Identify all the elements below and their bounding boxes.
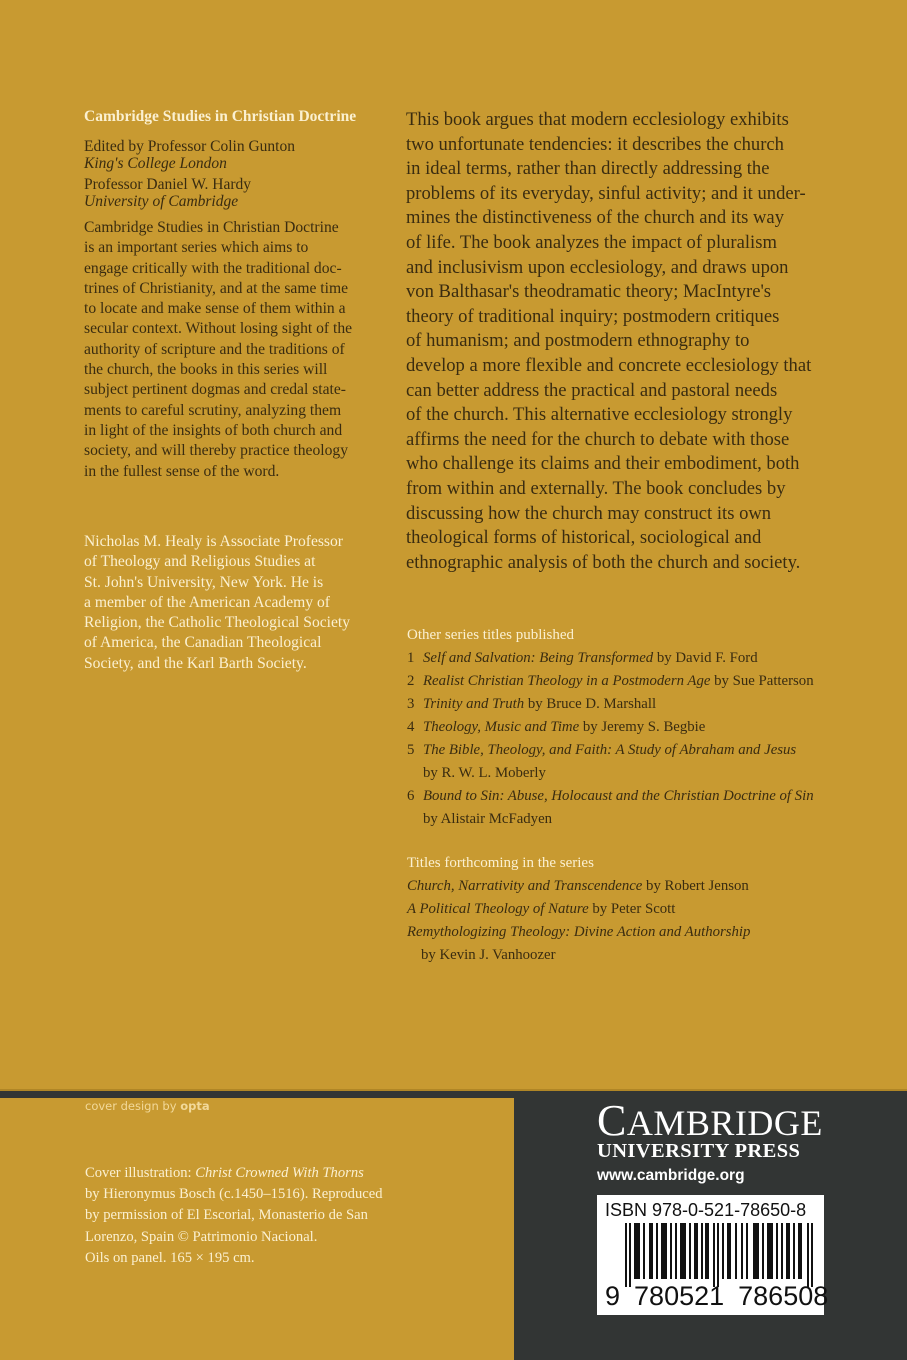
publisher-subtitle: UNIVERSITY PRESS	[597, 1140, 801, 1162]
item-number: 2	[407, 673, 415, 689]
author-bio-line: Society, and the Karl Barth Society.	[84, 654, 307, 672]
illustration-line: by Hieronymus Bosch (c.1450–1516). Reproduced	[85, 1186, 383, 1203]
blurb-line: theory of traditional inquiry; postmodern critiques	[406, 305, 780, 327]
item-number: 3	[407, 696, 415, 712]
item-title: Church, Narrativity and Transcendence	[407, 878, 643, 894]
item-author: by Bruce D. Marshall	[524, 696, 657, 712]
blurb-line: mines the distinctiveness of the church and its way	[406, 207, 784, 229]
book-blurb	[406, 108, 846, 575]
series-desc-line: to locate and make sense of them within a	[84, 300, 346, 318]
item-author: by David F. Ford	[653, 650, 758, 666]
credit-designer: opta	[180, 1099, 210, 1113]
item-author: by Jeremy S. Begbie	[579, 719, 706, 735]
cover-design-credit	[85, 1099, 210, 1113]
blurb-line: who challenge its claims and their embodiment, both	[406, 453, 800, 475]
series-desc-line: subject pertinent dogmas and credal state-	[84, 381, 346, 399]
blurb-line: of the church. This alternative ecclesiology strongly	[406, 404, 793, 426]
barcode-icon	[625, 1223, 815, 1287]
editor-1-name: Edited by Professor Colin Gunton	[84, 138, 295, 155]
series-desc-line: engage critically with the traditional doc-	[84, 259, 342, 277]
series-desc-line: Cambridge Studies in Christian Doctrine	[84, 219, 339, 236]
illustration-line: Oils on panel. 165 × 195 cm.	[85, 1249, 255, 1266]
series-desc-line: authority of scripture and the traditions of	[84, 340, 345, 358]
blurb-line: theological forms of historical, sociological and	[406, 527, 762, 549]
series-info	[84, 108, 384, 482]
list-item	[407, 670, 847, 693]
item-number: 1	[407, 650, 415, 666]
author-bio-line: St. John's University, New York. He is	[84, 573, 324, 591]
isbn-barcode	[597, 1195, 829, 1315]
ean-group-1: 780521	[634, 1281, 725, 1311]
blurb-line: von Balthasar's theodramatic theory; MacIntyre's	[406, 281, 772, 303]
item-author: by Kevin J. Vanhoozer	[421, 947, 556, 963]
series-title: Cambridge Studies in Christian Doctrine	[84, 108, 357, 125]
blurb-line: affirms the need for the church to debate with those	[406, 428, 790, 450]
publisher-name-rest: AMBRIDGE	[626, 1103, 823, 1143]
blurb-line: and inclusivism upon ecclesiology, and draws upon	[406, 256, 789, 278]
item-title: Self and Salvation: Being Transformed	[423, 650, 654, 666]
forthcoming-heading: Titles forthcoming in the series	[407, 855, 594, 871]
item-title: Trinity and Truth	[423, 696, 525, 712]
ean-digits	[605, 1281, 828, 1311]
author-bio-line: a member of the American Academy of	[84, 593, 330, 611]
series-desc-line: secular context. Without losing sight of the	[84, 320, 353, 338]
ean-first-digit: 9	[605, 1281, 621, 1311]
illustration-label: Cover illustration:	[85, 1165, 196, 1181]
series-editors	[84, 138, 384, 210]
series-description	[84, 218, 384, 482]
series-desc-line: is an important series which aims to	[84, 239, 309, 257]
blurb-line: problems of its everyday, sinful activity; and it under-	[406, 182, 806, 204]
item-title: Theology, Music and Time	[423, 719, 580, 735]
blurb-line: from within and externally. The book concludes by	[406, 477, 786, 499]
list-item	[407, 785, 847, 831]
series-desc-line: the church, the books in this series will	[84, 361, 328, 379]
author-bio-line: of America, the Canadian Theological	[84, 634, 322, 652]
item-number: 5	[407, 742, 415, 758]
blurb-line: two unfortunate tendencies: it describes the church	[406, 133, 784, 155]
publisher-url: www.cambridge.org	[597, 1167, 745, 1184]
item-title: Remythologizing Theology: Divine Action and Authorship	[407, 924, 751, 940]
illustration-line: Lorenzo, Spain © Patrimonio Nacional.	[85, 1228, 318, 1245]
author-bio	[84, 532, 384, 674]
item-author: by R. W. L. Moberly	[423, 765, 546, 781]
item-title: Bound to Sin: Abuse, Holocaust and the Christian Doctrine of Sin	[423, 788, 814, 804]
editor-1-affiliation: King's College London	[84, 155, 227, 172]
author-bio-line: of Theology and Religious Studies at	[84, 553, 316, 571]
list-item	[407, 693, 847, 716]
blurb-line: develop a more flexible and concrete ecclesiology that	[406, 354, 812, 376]
list-item	[407, 739, 847, 785]
series-desc-line: trines of Christianity, and at the same time	[84, 279, 349, 297]
item-title: A Political Theology of Nature	[407, 901, 589, 917]
blurb-line: in ideal terms, rather than directly addressing the	[406, 158, 770, 180]
series-desc-line: in the fullest sense of the word.	[84, 462, 280, 480]
blurb-line: of life. The book analyzes the impact of pluralism	[406, 231, 777, 253]
blurb-line: discussing how the church may construct its own	[406, 502, 772, 524]
list-item	[407, 875, 847, 898]
editor-2-affiliation: University of Cambridge	[84, 193, 239, 210]
publisher-initial: C	[597, 1096, 627, 1145]
item-title: The Bible, Theology, and Faith: A Study of Abraham and Jesus	[423, 742, 797, 758]
illustration-line: by permission of El Escorial, Monasterio de San	[85, 1207, 368, 1224]
editor-2-name: Professor Daniel W. Hardy	[84, 176, 252, 193]
series-desc-line: ments to careful scrutiny, analyzing them	[84, 401, 342, 419]
blurb-line: This book argues that modern ecclesiology exhibits	[406, 109, 789, 130]
blurb-line: can better address the practical and pastoral needs	[406, 379, 778, 401]
author-bio-line: Nicholas M. Healy is Associate Professor	[84, 533, 343, 550]
series-desc-line: in light of the insights of both church and	[84, 421, 343, 439]
cover-illustration-credit	[85, 1163, 425, 1269]
illustration-title: Christ Crowned With Thorns	[195, 1165, 364, 1181]
item-author: by Peter Scott	[588, 901, 676, 917]
series-desc-line: society, and will thereby practice theology	[84, 442, 348, 460]
item-number: 6	[407, 788, 415, 804]
item-author: by Alistair McFadyen	[423, 811, 553, 827]
list-item	[407, 898, 847, 921]
list-item	[407, 716, 847, 739]
list-item	[407, 647, 847, 670]
item-number: 4	[407, 719, 415, 735]
publisher-logo	[597, 1096, 827, 1185]
credit-prefix: cover design by	[85, 1099, 181, 1113]
published-titles-list	[407, 624, 847, 831]
blurb-line: ethnographic analysis of both the church and society.	[406, 551, 801, 573]
blurb-line: of humanism; and postmodern ethnography to	[406, 330, 750, 352]
author-bio-line: Religion, the Catholic Theological Society	[84, 614, 351, 632]
publisher-name	[597, 1096, 827, 1145]
forthcoming-titles-list	[407, 852, 847, 967]
item-title: Realist Christian Theology in a Postmodern Age	[423, 673, 711, 689]
item-author: by Sue Patterson	[710, 673, 814, 689]
list-item	[407, 921, 847, 967]
item-author: by Robert Jenson	[642, 878, 749, 894]
ean-group-2: 786508	[738, 1281, 829, 1311]
published-heading: Other series titles published	[407, 627, 575, 643]
isbn-label: ISBN 978-0-521-78650-8	[605, 1200, 807, 1220]
